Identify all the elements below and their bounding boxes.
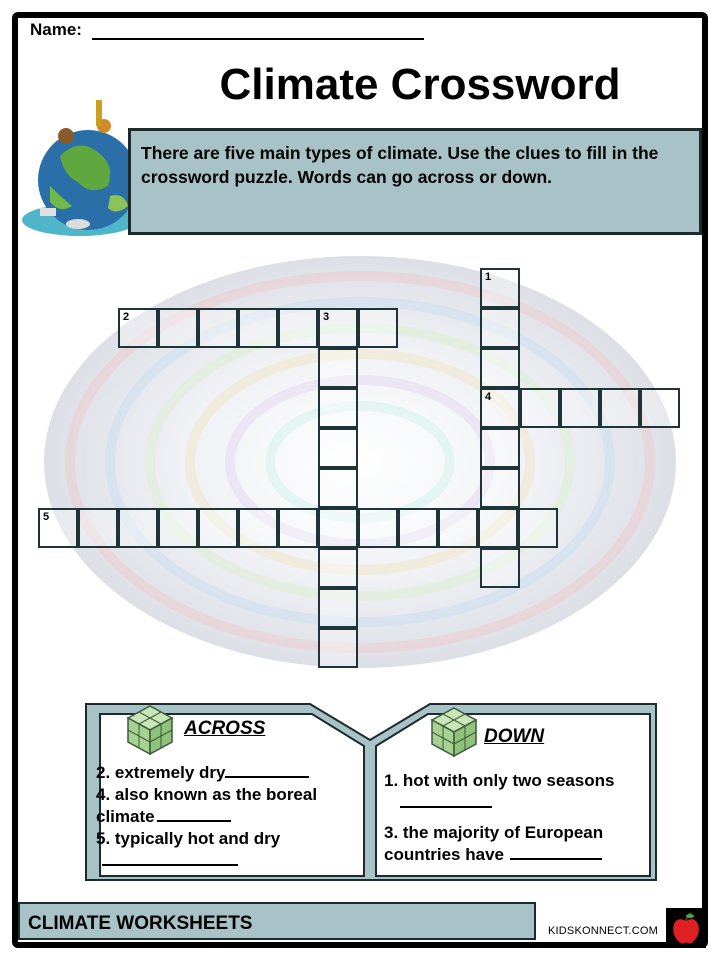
clue-2-text: 2. extremely dry — [96, 763, 226, 782]
crossword-cell[interactable] — [640, 388, 680, 428]
crossword-cell[interactable] — [560, 388, 600, 428]
crossword-cell[interactable] — [318, 308, 358, 348]
down-heading: DOWN — [484, 726, 545, 747]
crossword-cell[interactable] — [480, 548, 520, 588]
crossword-cell[interactable] — [318, 468, 358, 508]
clue-3-text: 3. the majority of European — [384, 823, 604, 842]
clue-2-row — [96, 762, 356, 784]
crossword-cell[interactable] — [518, 508, 558, 548]
answer-blank[interactable] — [102, 864, 238, 866]
clue-number: 3 — [323, 311, 330, 323]
crossword-cell[interactable] — [318, 588, 358, 628]
crossword-cell[interactable] — [480, 348, 520, 388]
crossword-cell[interactable] — [38, 508, 78, 548]
clue-3-text-cont: countries have — [384, 845, 504, 864]
crossword-cell[interactable] — [118, 308, 158, 348]
down-clues — [384, 770, 652, 866]
crossword-cell[interactable] — [158, 508, 198, 548]
crossword-cell[interactable] — [318, 548, 358, 588]
crossword-cell[interactable] — [118, 508, 158, 548]
crossword-cell[interactable] — [478, 508, 518, 548]
name-label: Name: — [30, 20, 82, 39]
crossword-cell[interactable] — [358, 308, 398, 348]
cube-icon — [428, 706, 480, 758]
across-clues — [96, 762, 356, 872]
crossword-cell[interactable] — [480, 308, 520, 348]
crossword-cell[interactable] — [438, 508, 478, 548]
clue-5-row — [96, 850, 356, 872]
apple-icon — [666, 908, 706, 948]
crossword-cell[interactable] — [398, 508, 438, 548]
crossword-cell[interactable] — [480, 388, 520, 428]
clue-1-row — [384, 792, 652, 814]
crossword-cell[interactable] — [238, 308, 278, 348]
clue-number: 1 — [485, 271, 492, 283]
answer-blank[interactable] — [400, 806, 492, 808]
answer-blank[interactable] — [157, 820, 231, 822]
answer-blank[interactable] — [225, 776, 309, 778]
name-input-line[interactable] — [92, 38, 424, 40]
crossword-cell[interactable] — [278, 308, 318, 348]
crossword-cell[interactable] — [198, 308, 238, 348]
clue-number: 2 — [123, 311, 130, 323]
crossword-cell[interactable] — [78, 508, 118, 548]
crossword-cell[interactable] — [600, 388, 640, 428]
crossword-cell[interactable] — [158, 308, 198, 348]
crossword-cell[interactable] — [318, 348, 358, 388]
cube-icon — [124, 704, 176, 756]
crossword-cell[interactable] — [318, 628, 358, 668]
instructions-text: There are five main types of climate. Use the clues to fill in the crossword puzzle. Words can go across or down. — [141, 143, 659, 187]
crossword-cell[interactable] — [318, 428, 358, 468]
instructions-box — [128, 128, 702, 235]
clue-4-text-cont: climate — [96, 807, 155, 826]
site-url: KIDSKONNECT.COM — [548, 925, 658, 937]
page-title: Climate Crossword — [219, 60, 621, 109]
crossword-cell[interactable] — [480, 268, 520, 308]
crossword-cell[interactable] — [278, 508, 318, 548]
across-heading: ACROSS — [184, 718, 266, 739]
crossword-cell[interactable] — [480, 428, 520, 468]
clue-5-text: 5. typically hot and dry — [96, 829, 281, 848]
clue-number: 5 — [43, 511, 50, 523]
logo — [666, 908, 706, 948]
clue-3-row — [384, 844, 652, 866]
answer-blank[interactable] — [510, 858, 602, 860]
clue-number: 4 — [485, 391, 492, 403]
crossword-cell[interactable] — [520, 388, 560, 428]
crossword-cell[interactable] — [358, 508, 398, 548]
clue-1-text: 1. hot with only two seasons — [384, 771, 615, 790]
clue-4-row — [96, 806, 356, 828]
crossword-cell[interactable] — [480, 468, 520, 508]
crossword-cell[interactable] — [318, 508, 358, 548]
earth-illustration — [20, 96, 140, 240]
crossword-cell[interactable] — [238, 508, 278, 548]
crossword-cell[interactable] — [318, 388, 358, 428]
clue-4-text: 4. also known as the boreal — [96, 785, 318, 804]
crossword-cell[interactable] — [198, 508, 238, 548]
footer-label: CLIMATE WORKSHEETS — [28, 913, 253, 934]
